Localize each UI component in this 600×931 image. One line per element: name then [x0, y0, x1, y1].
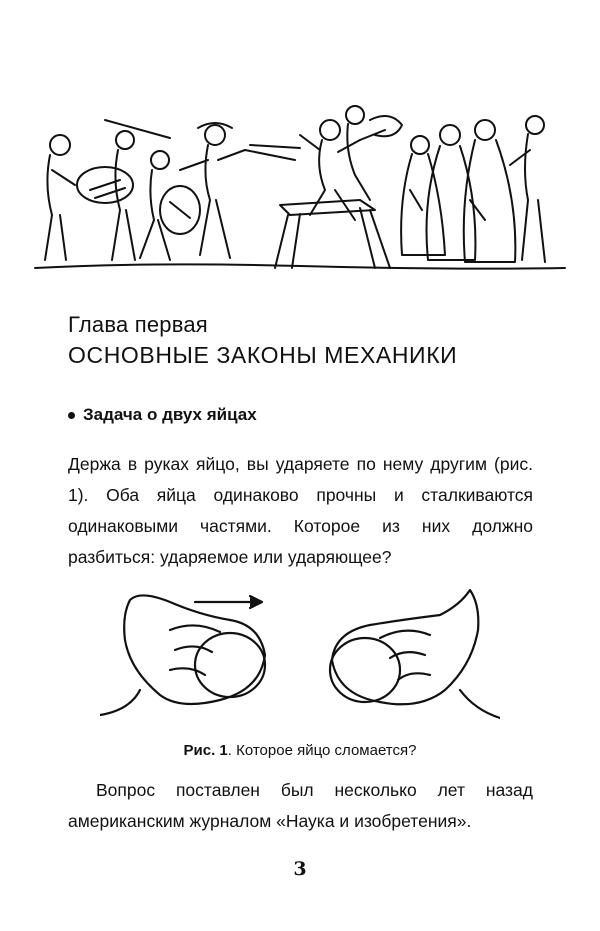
crowd-scene-illustration: [30, 90, 570, 290]
paragraph-question: Держа в руках яйцо, вы ударяете по нему другим (рис. 1). Оба яйца одинаково прочны и сталкиваются одинаковыми частями. Которое из них должно разбиться: ударяемое или ударяющее?: [68, 454, 533, 567]
bullet-dot-icon: [68, 412, 75, 419]
figure-caption: Рис. 1. Которое яйцо сломается?: [183, 742, 417, 759]
paragraph-answer-intro: Вопрос поставлен был несколько лет назад американским журналом «Наука и изобретения».: [68, 780, 533, 831]
section-title: Задача о двух яйцах: [83, 405, 257, 424]
figure-caption-text: Которое яйцо сломается?: [236, 742, 417, 759]
chapter-title: ОСНОВНЫЕ ЗАКОНЫ МЕХАНИКИ: [68, 342, 458, 368]
hands-with-eggs-illustration: [100, 570, 500, 730]
figure-label: Рис. 1: [183, 742, 228, 759]
chapter-label: Глава первая: [68, 312, 208, 337]
section-heading: [68, 405, 257, 425]
page-number: 3: [293, 858, 307, 880]
